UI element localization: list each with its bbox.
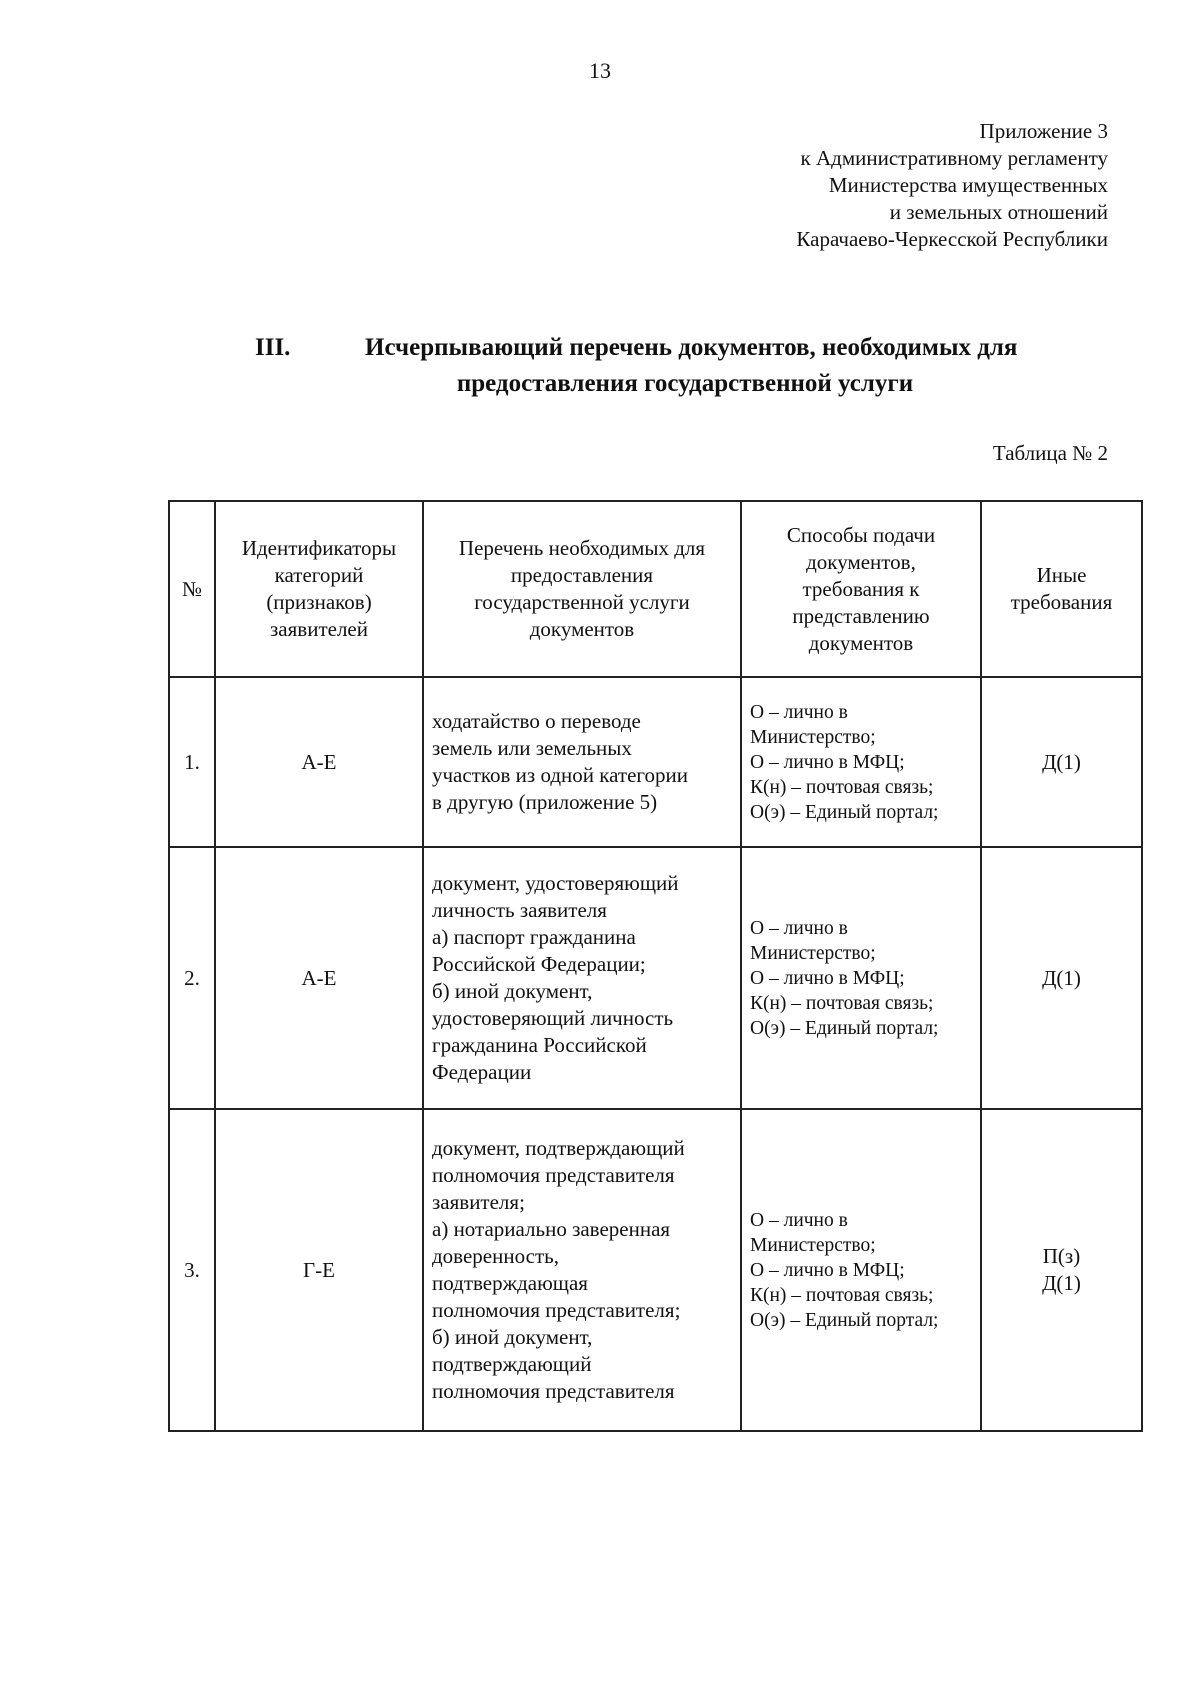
cell-line: доверенность, <box>432 1244 559 1268</box>
cell-line: а) паспорт гражданина <box>432 925 636 949</box>
row-ident: Г-Е <box>215 1109 423 1431</box>
table-row <box>169 677 1142 847</box>
header-line: требования к <box>802 576 920 601</box>
cell-line: участков из одной категории <box>432 763 688 787</box>
row-methods <box>741 1109 981 1431</box>
row-methods <box>741 677 981 847</box>
cell-line: подтверждающая <box>432 1271 588 1295</box>
cell-line: К(н) – почтовая связь; <box>750 992 934 1014</box>
row-other <box>981 677 1142 847</box>
row-ident: А-Е <box>215 677 423 847</box>
cell-line: П(з) <box>1042 1244 1081 1268</box>
cell-line: полномочия представителя <box>432 1379 675 1403</box>
table-row <box>169 1109 1142 1431</box>
cell-line: О – лично в МФЦ; <box>750 967 905 989</box>
row-num: 2. <box>169 847 215 1109</box>
cell-line: личность заявителя <box>432 898 607 922</box>
cell-line: Федерации <box>432 1060 532 1084</box>
header-line: требования <box>1010 590 1113 614</box>
cell-line: удостоверяющий личность <box>432 1006 674 1030</box>
cell-line: О(э) – Единый портал; <box>750 1017 939 1039</box>
cell-line: К(н) – почтовая связь; <box>750 1284 934 1306</box>
row-other <box>981 847 1142 1109</box>
cell-line: а) нотариально заверенная <box>432 1217 671 1241</box>
appendix-line: к Административному регламенту <box>800 146 1108 170</box>
cell-line: О – лично в <box>750 917 848 939</box>
header-line: Идентификаторы <box>241 536 397 560</box>
section-number: III. <box>255 334 291 361</box>
cell-line: полномочия представителя <box>432 1163 675 1187</box>
cell-line: гражданина Российской <box>432 1033 647 1057</box>
header-line: заявителей <box>270 617 368 641</box>
table-row <box>169 847 1142 1109</box>
cell-line: О – лично в <box>750 1209 848 1231</box>
row-docs <box>423 1109 741 1431</box>
cell-line: полномочия представителя; <box>432 1298 681 1322</box>
cell-line: документ, удостоверяющий <box>432 871 679 895</box>
cell-line: Министерство; <box>750 942 876 964</box>
appendix-line: Карачаево-Черкесской Республики <box>796 227 1108 251</box>
cell-line: Министерство; <box>750 726 876 748</box>
section-title-line1: Исчерпывающий перечень документов, необходимых для <box>365 334 1018 361</box>
cell-line: О – лично в МФЦ; <box>750 1259 905 1281</box>
cell-line: б) иной документ, <box>432 1325 593 1349</box>
cell-line: ходатайство о переводе <box>432 709 641 733</box>
header-other <box>981 501 1142 677</box>
row-methods <box>741 847 981 1109</box>
header-line: категорий <box>274 563 364 587</box>
cell-line: заявителя; <box>432 1190 525 1214</box>
row-other <box>981 1109 1142 1431</box>
cell-line: Д(1) <box>1042 965 1081 990</box>
cell-line: земель или земельных <box>432 736 632 760</box>
header-line: (признаков) <box>266 590 372 614</box>
header-methods <box>741 501 981 677</box>
row-num: 1. <box>169 677 215 847</box>
row-num: 3. <box>169 1109 215 1431</box>
cell-line: Д(1) <box>1042 1271 1081 1295</box>
cell-line: Российской Федерации; <box>432 952 646 976</box>
cell-line: О(э) – Единый портал; <box>750 1309 939 1331</box>
appendix-block <box>796 118 1108 253</box>
cell-line: в другую (приложение 5) <box>432 790 658 814</box>
cell-line: Министерство; <box>750 1234 876 1256</box>
cell-line: Д(1) <box>1042 749 1081 774</box>
cell-line: б) иной документ, <box>432 979 593 1003</box>
cell-line: К(н) – почтовая связь; <box>750 776 934 798</box>
header-line: документов <box>529 617 635 641</box>
row-docs <box>423 677 741 847</box>
header-ident <box>215 501 423 677</box>
header-num: № <box>169 501 215 677</box>
cell-line: документ, подтверждающий <box>432 1136 685 1160</box>
header-line: предоставления <box>510 563 654 587</box>
table-header-row <box>169 501 1142 677</box>
header-docs <box>423 501 741 677</box>
cell-line: подтверждающий <box>432 1352 592 1376</box>
appendix-line: Приложение 3 <box>979 119 1108 143</box>
header-line: документов <box>808 630 914 655</box>
header-line: Способы подачи <box>786 522 936 547</box>
section-title-line2: предоставления государственной услуги <box>456 370 914 397</box>
cell-line: О(э) – Единый портал; <box>750 801 939 823</box>
header-line: представлению <box>792 603 930 628</box>
header-line: Иные <box>1036 563 1087 587</box>
table-caption: Таблица № 2 <box>992 441 1108 465</box>
cell-line: О – лично в МФЦ; <box>750 751 905 773</box>
header-line: государственной услуги <box>474 590 690 614</box>
documents-table <box>168 500 1143 1432</box>
appendix-line: Министерства имущественных <box>828 173 1108 197</box>
appendix-line: и земельных отношений <box>889 200 1108 224</box>
header-line: Перечень необходимых для <box>458 536 706 560</box>
page-number: 13 <box>589 58 611 83</box>
header-line: документов, <box>806 549 916 574</box>
cell-line: О – лично в <box>750 701 848 723</box>
row-docs <box>423 847 741 1109</box>
row-ident: А-Е <box>215 847 423 1109</box>
